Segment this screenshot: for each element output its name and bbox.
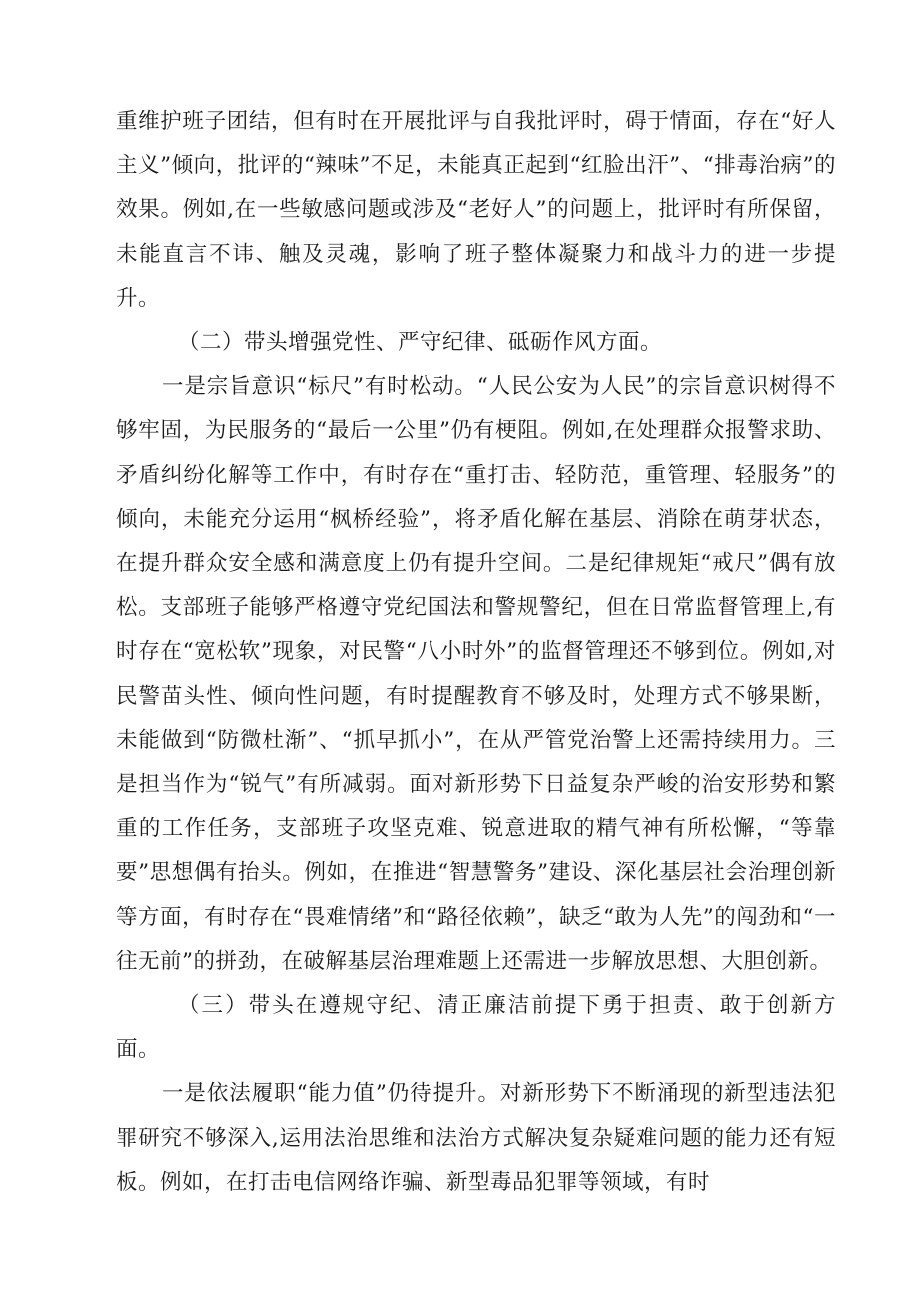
section-heading-3: （三）带头在遵规守纪、清正廉洁前提下勇于担责、敢于创新方面。: [116, 993, 836, 1063]
document-body: [116, 100, 836, 1205]
section-heading-2: （二）带头增强党性、严守纪律、砥砺作风方面。: [178, 330, 663, 356]
paragraph-section-3-body: 一是依法履职“能力值”仍待提升。对新形势下不断涌现的新型违法犯罪研究不够深入,运用法治思维和法治方式解决复杂疑难问题的能力还有短板。例如，在打击电信网络诈骗、新型毒品犯罪等领域，有时: [116, 1081, 836, 1195]
paragraph-section-2-body: 一是宗旨意识“标尺”有时松动。“人民公安为人民”的宗旨意识树得不够牢固，为民服务的“最后一公里”仍有梗阻。例如,在处理群众报警求助、矛盾纠纷化解等工作中，有时存在“重打击、轻防范，重管理、轻服务”的倾向，未能充分运用“枫桥经验”，将矛盾化解在基层、消除在萌芽状态，在提升群众安全感和满意度上仍有提升空间。二是纪律规矩“戒尺”偶有放松。支部班子能够严格遵守党纪国法和警规警纪，但在日常监督管理上,有时存在“宽松软”现象，对民警“八小时外”的监督管理还不够到位。例如,对民警苗头性、倾向性问题，有时提醒教育不够及时，处理方式不够果断，未能做到“防微杜渐”、“抓早抓小”，在从严管党治警上还需持续用力。三是担当作为“锐气”有所减弱。面对新形势下日益复杂严峻的治安形势和繁重的工作任务，支部班子攻坚克难、锐意进取的精气神有所松懈，“等靠要”思想偶有抬头。例如，在推进“智慧警务”建设、深化基层社会治理创新等方面，有时存在“畏难情绪”和“路径依赖”，缺乏“敢为人先”的闯劲和“一往无前”的拼劲，在破解基层治理难题上还需进一步解放思想、大胆创新。: [116, 374, 836, 974]
paragraph-continued: 重维护班子团结，但有时在开展批评与自我批评时，碍于情面，存在“好人主义”倾向，批评的“辣味”不足，未能真正起到“红脸出汗”、“排毒治病”的效果。例如,在一些敏感问题或涉及“老好人”的问题上，批评时有所保留，未能直言不讳、触及灵魂，影响了班子整体凝聚力和战斗力的进一步提升。: [116, 109, 836, 311]
